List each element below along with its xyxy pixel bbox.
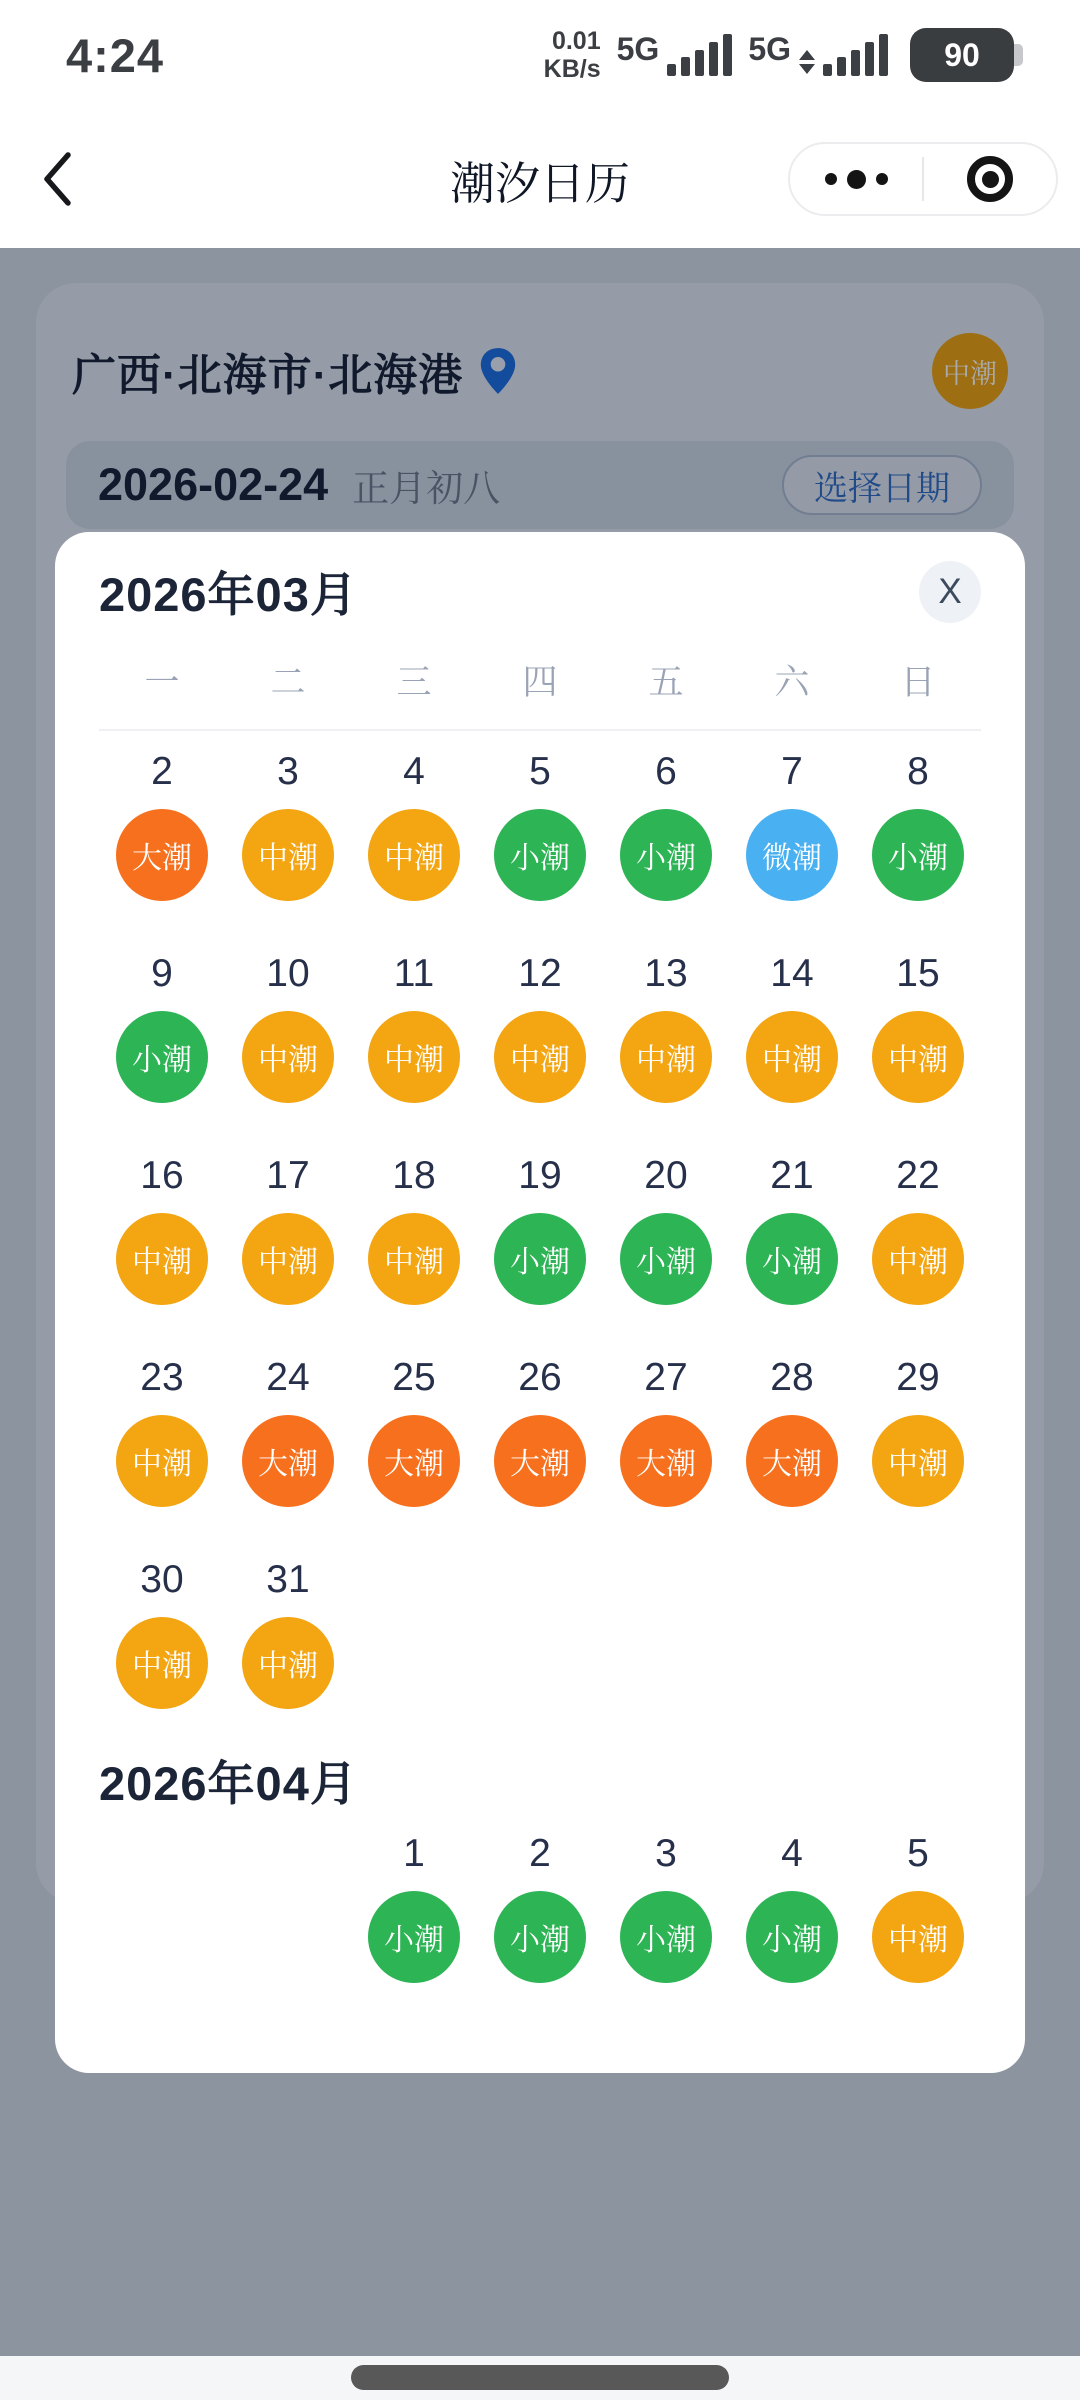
back-button[interactable] bbox=[38, 148, 98, 210]
day-number: 23 bbox=[140, 1356, 184, 1399]
calendar-day[interactable] bbox=[855, 947, 981, 1103]
tide-level-badge[interactable]: 微潮 bbox=[746, 809, 838, 901]
calendar-day[interactable] bbox=[855, 1149, 981, 1305]
clock-time: 4:24 bbox=[66, 28, 165, 82]
day-number: 10 bbox=[266, 952, 310, 995]
calendar-day[interactable] bbox=[351, 1827, 477, 1983]
calendar-day[interactable] bbox=[729, 1351, 855, 1507]
tide-level-badge[interactable]: 中潮 bbox=[368, 1011, 460, 1103]
day-number: 28 bbox=[770, 1356, 814, 1399]
weekday-label: 六 bbox=[774, 663, 810, 702]
tide-level-badge[interactable]: 小潮 bbox=[116, 1011, 208, 1103]
miniprogram-capsule bbox=[788, 142, 1058, 216]
calendar-day[interactable] bbox=[855, 745, 981, 901]
network-speed-value: 0.01 bbox=[551, 27, 601, 55]
calendar-day[interactable] bbox=[351, 745, 477, 901]
day-number: 31 bbox=[266, 1558, 310, 1601]
calendar-day[interactable] bbox=[729, 1149, 855, 1305]
system-nav-area bbox=[0, 2356, 1080, 2400]
day-number: 4 bbox=[781, 1832, 803, 1875]
signal-bars-icon bbox=[667, 34, 732, 76]
calendar-day[interactable] bbox=[99, 1149, 225, 1305]
month-grid bbox=[99, 1813, 981, 2015]
calendar-day[interactable] bbox=[99, 947, 225, 1103]
day-number: 12 bbox=[518, 952, 562, 995]
day-number: 5 bbox=[907, 1832, 929, 1875]
tide-level-badge[interactable]: 小潮 bbox=[746, 1213, 838, 1305]
tide-level-badge[interactable]: 中潮 bbox=[746, 1011, 838, 1103]
modal-header bbox=[99, 532, 981, 625]
day-number: 20 bbox=[644, 1154, 688, 1197]
network-speed bbox=[544, 27, 601, 83]
tide-level-badge[interactable]: 中潮 bbox=[242, 1011, 334, 1103]
month-title: 2026年03月 bbox=[99, 568, 358, 621]
day-number: 24 bbox=[266, 1356, 310, 1399]
tide-level-badge[interactable]: 大潮 bbox=[368, 1415, 460, 1507]
tide-level-badge[interactable]: 中潮 bbox=[242, 1213, 334, 1305]
battery-icon bbox=[910, 28, 1014, 82]
day-number: 15 bbox=[896, 952, 940, 995]
signal-bars-icon bbox=[823, 34, 888, 76]
tide-level-badge[interactable]: 中潮 bbox=[368, 809, 460, 901]
close-miniprogram-button[interactable] bbox=[924, 144, 1056, 214]
more-dots-icon bbox=[825, 173, 837, 185]
tide-level-badge[interactable]: 中潮 bbox=[494, 1011, 586, 1103]
day-number: 6 bbox=[655, 750, 677, 793]
calendar-day[interactable] bbox=[729, 947, 855, 1103]
tide-level-badge[interactable]: 中潮 bbox=[620, 1011, 712, 1103]
calendar-day[interactable] bbox=[225, 947, 351, 1103]
calendar-day[interactable] bbox=[603, 745, 729, 901]
day-number: 19 bbox=[518, 1154, 562, 1197]
sim2-network-type: 5G bbox=[748, 31, 791, 67]
day-number: 17 bbox=[266, 1154, 310, 1197]
tide-level-badge[interactable]: 小潮 bbox=[494, 1891, 586, 1983]
page-title: 潮汐日历 bbox=[449, 157, 630, 209]
tide-calendar-modal bbox=[55, 532, 1025, 2073]
sim1-signal bbox=[616, 31, 733, 76]
lunar-date: 正月初八 bbox=[352, 468, 501, 509]
day-number: 30 bbox=[140, 1558, 184, 1601]
data-transfer-arrows-icon bbox=[799, 50, 815, 74]
tide-level-badge[interactable]: 中潮 bbox=[242, 809, 334, 901]
tide-level-badge[interactable]: 大潮 bbox=[746, 1415, 838, 1507]
selected-date: 2026-02-24 bbox=[98, 459, 329, 510]
tide-level-badge[interactable]: 小潮 bbox=[746, 1891, 838, 1983]
calendar-day[interactable] bbox=[477, 1351, 603, 1507]
tide-level-badge[interactable]: 小潮 bbox=[620, 809, 712, 901]
back-chevron-icon bbox=[38, 148, 78, 210]
calendar-day[interactable] bbox=[99, 745, 225, 901]
day-number: 26 bbox=[518, 1356, 562, 1399]
day-number: 11 bbox=[393, 952, 435, 995]
day-number: 25 bbox=[392, 1356, 436, 1399]
tide-level-badge[interactable]: 中潮 bbox=[116, 1415, 208, 1507]
calendar-day[interactable] bbox=[603, 1827, 729, 1983]
tide-level-badge[interactable]: 中潮 bbox=[116, 1213, 208, 1305]
calendar-day[interactable] bbox=[225, 1351, 351, 1507]
calendar-day[interactable] bbox=[351, 1149, 477, 1305]
tide-level-badge[interactable]: 小潮 bbox=[620, 1891, 712, 1983]
day-number: 7 bbox=[781, 750, 803, 793]
more-dots-icon bbox=[876, 173, 888, 185]
tide-level-badge[interactable]: 小潮 bbox=[620, 1213, 712, 1305]
weekday-label: 日 bbox=[900, 663, 936, 702]
calendar-day[interactable] bbox=[477, 1827, 603, 1983]
day-number: 14 bbox=[770, 952, 814, 995]
status-bar bbox=[0, 0, 1080, 110]
day-number: 5 bbox=[529, 750, 551, 793]
tide-level-badge[interactable]: 大潮 bbox=[116, 809, 208, 901]
calendar-day[interactable] bbox=[99, 1553, 225, 1709]
tide-level-badge[interactable]: 大潮 bbox=[494, 1415, 586, 1507]
calendar-day[interactable] bbox=[351, 1351, 477, 1507]
tide-level-badge[interactable]: 中潮 bbox=[242, 1617, 334, 1709]
calendar-day[interactable] bbox=[729, 745, 855, 901]
sim2-signal bbox=[748, 31, 888, 76]
tide-level-badge[interactable]: 大潮 bbox=[620, 1415, 712, 1507]
day-number: 8 bbox=[907, 750, 929, 793]
current-tide-badge: 中潮 bbox=[932, 333, 1008, 409]
location-name: 广西·北海市·北海港 bbox=[72, 351, 464, 400]
tide-level-badge[interactable]: 小潮 bbox=[872, 809, 964, 901]
tide-level-badge[interactable]: 中潮 bbox=[368, 1213, 460, 1305]
tide-level-badge[interactable]: 大潮 bbox=[242, 1415, 334, 1507]
target-circle-icon bbox=[967, 156, 1013, 202]
calendar-body bbox=[99, 731, 981, 2015]
calendar-day[interactable] bbox=[477, 947, 603, 1103]
weekday-label: 五 bbox=[648, 663, 684, 702]
calendar-day[interactable] bbox=[603, 1149, 729, 1305]
tide-level-badge[interactable]: 中潮 bbox=[872, 1891, 964, 1983]
calendar-day[interactable] bbox=[477, 1149, 603, 1305]
tide-level-badge[interactable]: 小潮 bbox=[368, 1891, 460, 1983]
calendar-day[interactable] bbox=[603, 947, 729, 1103]
calendar-day[interactable] bbox=[225, 745, 351, 901]
nav-bar bbox=[0, 110, 1080, 248]
day-number: 29 bbox=[896, 1356, 940, 1399]
tide-level-badge[interactable]: 小潮 bbox=[494, 1213, 586, 1305]
day-number: 22 bbox=[896, 1154, 940, 1197]
day-number: 1 bbox=[403, 1832, 425, 1875]
day-number: 18 bbox=[392, 1154, 436, 1197]
tide-level-badge[interactable]: 中潮 bbox=[872, 1011, 964, 1103]
day-number: 13 bbox=[644, 952, 688, 995]
weekday-label: 二 bbox=[270, 663, 306, 702]
month-grid bbox=[99, 731, 981, 1741]
day-number: 3 bbox=[277, 750, 299, 793]
calendar-day[interactable] bbox=[603, 1351, 729, 1507]
calendar-day[interactable] bbox=[99, 1351, 225, 1507]
calendar-day[interactable] bbox=[477, 745, 603, 901]
pick-date-button[interactable]: 选择日期 bbox=[782, 455, 982, 515]
weekday-label: 一 bbox=[144, 663, 180, 702]
calendar-day[interactable] bbox=[729, 1827, 855, 1983]
more-dots-icon bbox=[847, 170, 866, 189]
tide-level-badge[interactable]: 中潮 bbox=[872, 1415, 964, 1507]
calendar-day[interactable] bbox=[855, 1827, 981, 1983]
sim1-network-type: 5G bbox=[616, 31, 660, 67]
day-number: 27 bbox=[644, 1356, 688, 1399]
close-button[interactable]: X bbox=[919, 561, 981, 623]
weekday-label: 四 bbox=[522, 663, 558, 702]
tide-level-badge[interactable]: 中潮 bbox=[116, 1617, 208, 1709]
day-number: 2 bbox=[151, 750, 173, 793]
day-number: 9 bbox=[151, 952, 173, 995]
weekday-label: 三 bbox=[396, 663, 432, 702]
status-bar-right bbox=[544, 27, 1014, 83]
month-title: 2026年04月 bbox=[99, 1757, 358, 1810]
home-indicator[interactable] bbox=[351, 2365, 729, 2390]
network-speed-unit: KB/s bbox=[543, 55, 601, 83]
day-number: 2 bbox=[529, 1832, 551, 1875]
day-number: 21 bbox=[770, 1154, 814, 1197]
calendar-day[interactable] bbox=[855, 1351, 981, 1507]
battery-percent: 90 bbox=[944, 36, 980, 73]
tide-level-badge[interactable]: 中潮 bbox=[872, 1213, 964, 1305]
calendar-day[interactable] bbox=[351, 947, 477, 1103]
calendar-day[interactable] bbox=[225, 1553, 351, 1709]
day-number: 4 bbox=[403, 750, 425, 793]
calendar-day[interactable] bbox=[225, 1149, 351, 1305]
day-number: 16 bbox=[140, 1154, 184, 1197]
weekday-row bbox=[99, 661, 981, 705]
more-button[interactable] bbox=[790, 144, 922, 214]
tide-level-badge[interactable]: 小潮 bbox=[494, 809, 586, 901]
day-number: 3 bbox=[655, 1832, 677, 1875]
